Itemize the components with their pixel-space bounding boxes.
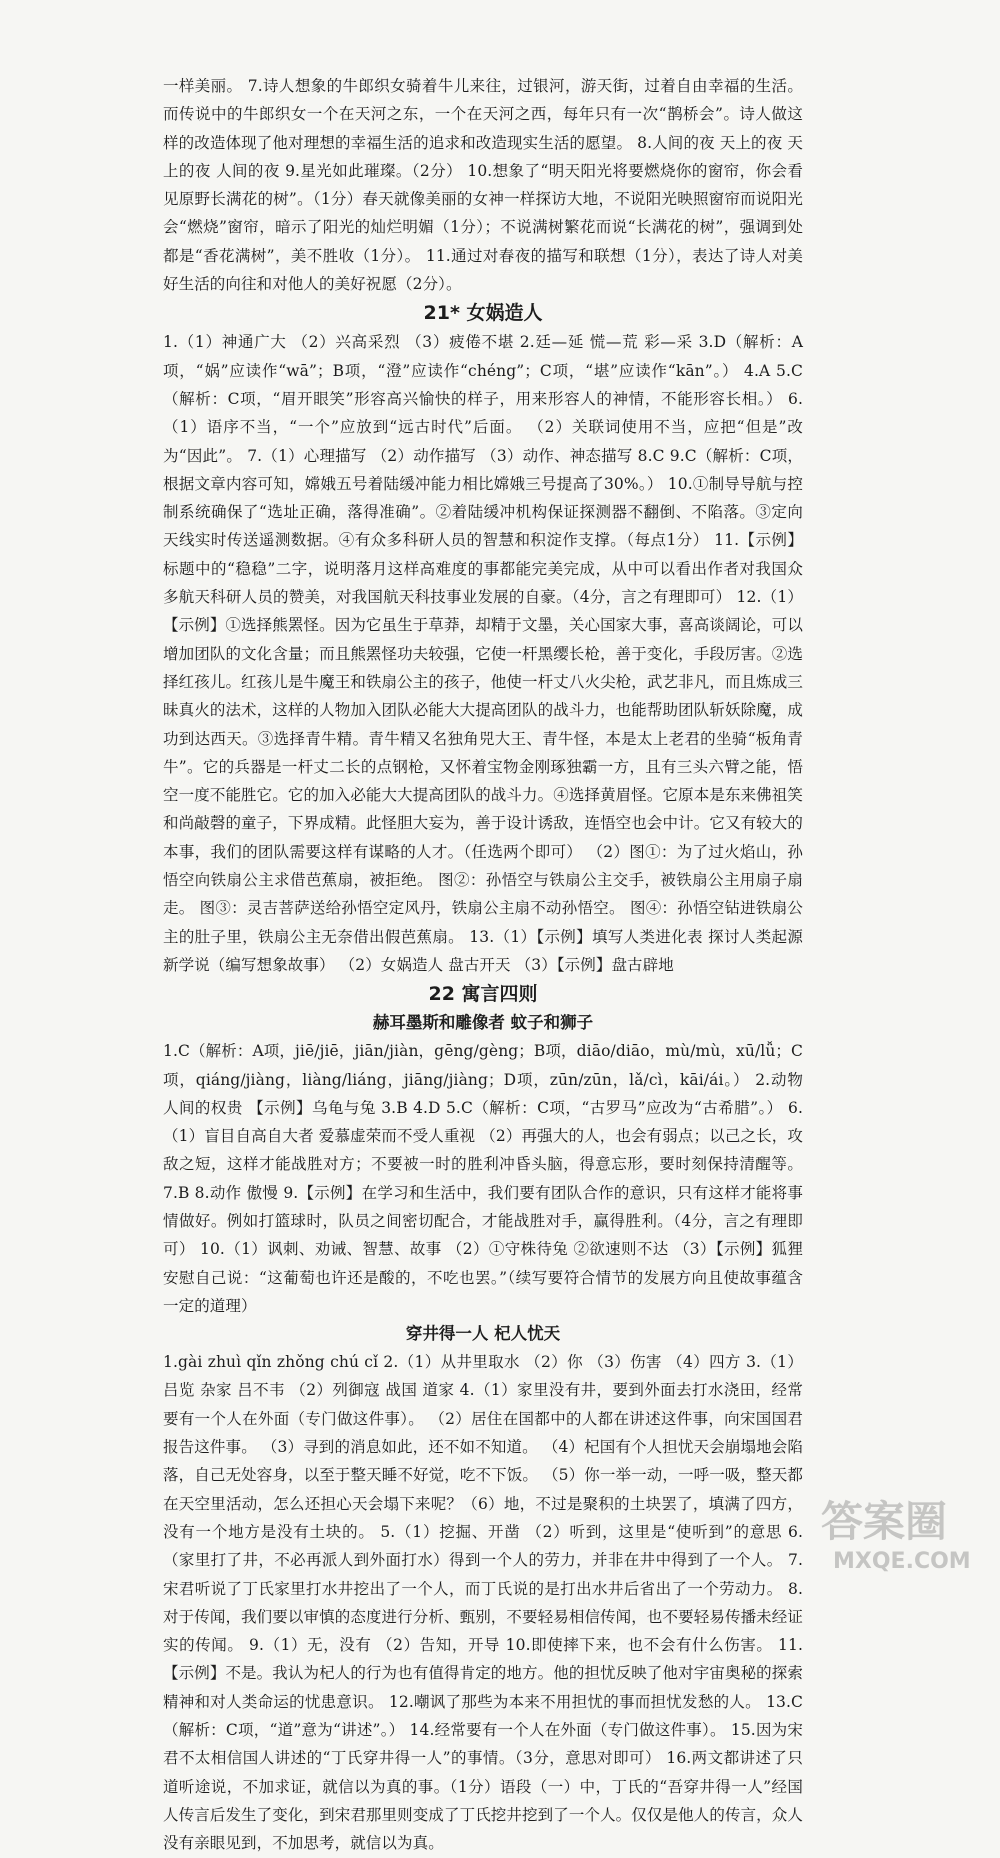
section-22-title: 22 寓言四则 (428, 983, 538, 1006)
watermark-text-bottom: MXQE.COM (833, 1549, 971, 1574)
watermark-logo (817, 1488, 972, 1578)
watermark-svg (817, 1488, 972, 1578)
answer-page (163, 72, 803, 1858)
section-21-title: 21* 女娲造人 (423, 302, 543, 325)
watermark-text-top: 答案圈 (821, 1497, 948, 1546)
intro-paragraph: 一样美丽。 7.诗人想象的牛郎织女骑着牛儿来往，过银河，游天街，过着自由幸福的生活。而传说中的牛郎织女一个在天河之东，一个在天河之西，每年只有一次“鹊桥会”。诗人做这样的改造体现了他对理想的幸福生活的追求和改造现实生活的愿望。 8.人间的夜 天上的夜 天上的夜 人间的夜 9.星光如此璀璨。（2分） 10.想象了“明天阳光将要燃烧你的窗帘，你会看见原野长满花的树”。（1分）春天就像美丽的女神一样探访大地，不说阳光映照窗帘而说阳光会“燃烧”窗帘，暗示了阳光的灿烂明媚（1分）；不说满树繁花而说“长满花的树”，强调到处都是“香花满树”，美不胜收（1分）。 11.通过对春夜的描写和联想（1分），表达了诗人对美好生活的向往和对他人的美好祝愿（2分）。 (163, 77, 803, 294)
section-21-body: 1.（1）神通广大 （2）兴高采烈 （3）疲倦不堪 2.廷—延 慌—荒 彩—采 3.D（解析：A项，“娲”应读作“wā”；B项，“澄”应读作“chéng”；C项，“堪”应读作“kān”。） 4.A 5.C（解析：C项，“眉开眼笑”形容高兴愉快的样子，用来形容人的神情，不能形容长相。） 6.（1）语序不当，“一个”应放到“远古时代”后面。 （2）关联词使用不当，应把“但是”改为“因此”。 7.（1）心理描写 （2）动作描写 （3）动作、神态描写 8.C 9.C（解析：C项，根据文章内容可知，嫦娥五号着陆缓冲能力相比嫦娥三号提高了30%。） 10.①制导导航与控制系统确保了“选址正确，落得准确”。②着陆缓冲机构保证探测器不翻倒、不陷落。③定向天线实时传送遥测数据。④有众多科研人员的智慧和积淀作支撑。（每点1分） 11.【示例】标题中的“稳稳”二字，说明落月这样高难度的事都能完美完成，从中可以看出作者对我国众多航天科研人员的赞美，对我国航天科技事业发展的自豪。（4分，言之有理即可） 12.（1）【示例】①选择熊罴怪。因为它虽生于草莽，却精于文墨，关心国家大事，喜高谈阔论，可以增加团队的文化含量；而且熊罴怪功夫较强，它使一杆黑缨长枪，善于变化，手段厉害。②选择红孩儿。红孩儿是牛魔王和铁扇公主的孩子，他使一杆丈八火尖枪，武艺非凡，而且炼成三昧真火的法术，这样的人物加入团队必能大大提高团队的战斗力，也能帮助团队斩妖除魔，成功到达西天。③选择青牛精。青牛精又名独角兕大王、青牛怪，本是太上老君的坐骑“板角青牛”。它的兵器是一杆丈二长的点钢枪，又怀着宝物金刚琢独霸一方，且有三头六臂之能，悟空一度不能胜它。它的加入必能大大提高团队的战斗力。④选择黄眉怪。它原本是东来佛祖笑和尚敲磬的童子，下界成精。此怪胆大妄为，善于设计诱敌，连悟空也会中计。它又有较大的本事，我们的团队需要这样有谋略的人才。（任选两个即可） （2）图①：为了过火焰山，孙悟空向铁扇公主求借芭蕉扇，被拒绝。 图②：孙悟空与铁扇公主交手，被铁扇公主用扇子扇走。 图③：灵吉菩萨送给孙悟空定风丹，铁扇公主扇不动孙悟空。 图④：孙悟空钻进铁扇公主的肚子里，铁扇公主无奈借出假芭蕉扇。 13.（1）【示例】填写人类进化表 探讨人类起源新学说（编写想象故事） （2）女娲造人 盘古开天 （3）【示例】盘古辟地 (163, 333, 803, 974)
section-22-body-1: 1.C（解析：A项，jiē/jiē，jiān/jiàn，gēng/gèng；B项，diāo/diāo，mù/mù，xū/lǚ；C项，qiáng/jiàng，liàng/liáng，jiāng/jiàng；D项，zūn/zūn，lǎ/cì，kāi/ái。） 2.动物 人间的权贵 【示例】乌龟与兔 3.B 4.D 5.C（解析：C项，“古罗马”应改为“古希腊”。） 6.（1）盲目自高自大者 爱慕虚荣而不受人重视 （2）再强大的人，也会有弱点；以己之长，攻敌之短，这样才能战胜对方；不要被一时的胜利冲昏头脑，得意忘形，要时刻保持清醒等。 7.B 8.动作 傲慢 9.【示例】在学习和生活中，我们要有团队合作的意识，只有这样才能将事情做好。例如打篮球时，队员之间密切配合，才能战胜对手，赢得胜利。（4分，言之有理即可） 10.（1）讽刺、劝诫、智慧、故事 （2）①守株待兔 ②欲速则不达 （3）【示例】狐狸安慰自己说：“这葡萄也许还是酸的，不吃也罢。”（续写要符合情节的发展方向且使故事蕴含一定的道理） (163, 1042, 803, 1315)
section-22-body-2: 1.gài zhuì qǐn zhǒng chú cǐ 2.（1）从井里取水 （2）你 （3）伤害 （4）四方 3.（1）吕览 杂家 吕不韦 （2）列御寇 战国 道家 4.（1）家里没有井，要到外面去打水浇田，经常要有一个人在外面（专门做这件事）。 （2）居住在国都中的人都在讲述这件事，向宋国国君报告这件事。 （3）寻到的消息如此，还不如不知道。 （4）杞国有个人担忧天会崩塌地会陷落，自己无处容身，以至于整天睡不好觉，吃不下饭。 （5）你一举一动，一呼一吸，整天都在天空里活动，怎么还担心天会塌下来呢？（6）地，不过是聚积的土块罢了，填满了四方，没有一个地方是没有土块的。 5.（1）挖掘、开凿 （2）听到，这里是“使听到”的意思 6.（家里打了井，不必再派人到外面打水）得到一个人的劳力，并非在井中得到了一个人。 7.宋君听说了丁氏家里打水井挖出了一个人，而丁氏说的是打出水井后省出了一个劳动力。 8.对于传闻，我们要以审慎的态度进行分析、甄别，不要轻易相信传闻，也不要轻易传播未经证实的传闻。 9.（1）无，没有 （2）告知，开导 10.即使摔下来，也不会有什么伤害。 11.【示例】不是。我认为杞人的行为也有值得肯定的地方。他的担忧反映了他对宇宙奥秘的探索精神和对人类命运的忧患意识。 12.嘲讽了那些为本来不用担忧的事而担忧发愁的人。 13.C（解析：C项，“道”意为“讲述”。） 14.经常要有一个人在外面（专门做这件事）。 15.因为宋君不太相信国人讲述的“丁氏穿井得一人”的事情。（3分，意思对即可） 16.两文都讲述了只道听途说，不加求证，就信以为真的事。（1分）语段（一）中，丁氏的“吾穿井得一人”经国人传言后发生了变化，到宋君那里则变成了丁氏挖井挖到了一个人。仅仅是他人的传言，众人没有亲眼见到，不加思考，就信以为真。 (163, 1353, 803, 1853)
section-22-subtitle-1: 赫耳墨斯和雕像者 蚊子和狮子 (372, 1013, 594, 1033)
section-22-subtitle-2: 穿井得一人 杞人忧天 (405, 1324, 561, 1344)
